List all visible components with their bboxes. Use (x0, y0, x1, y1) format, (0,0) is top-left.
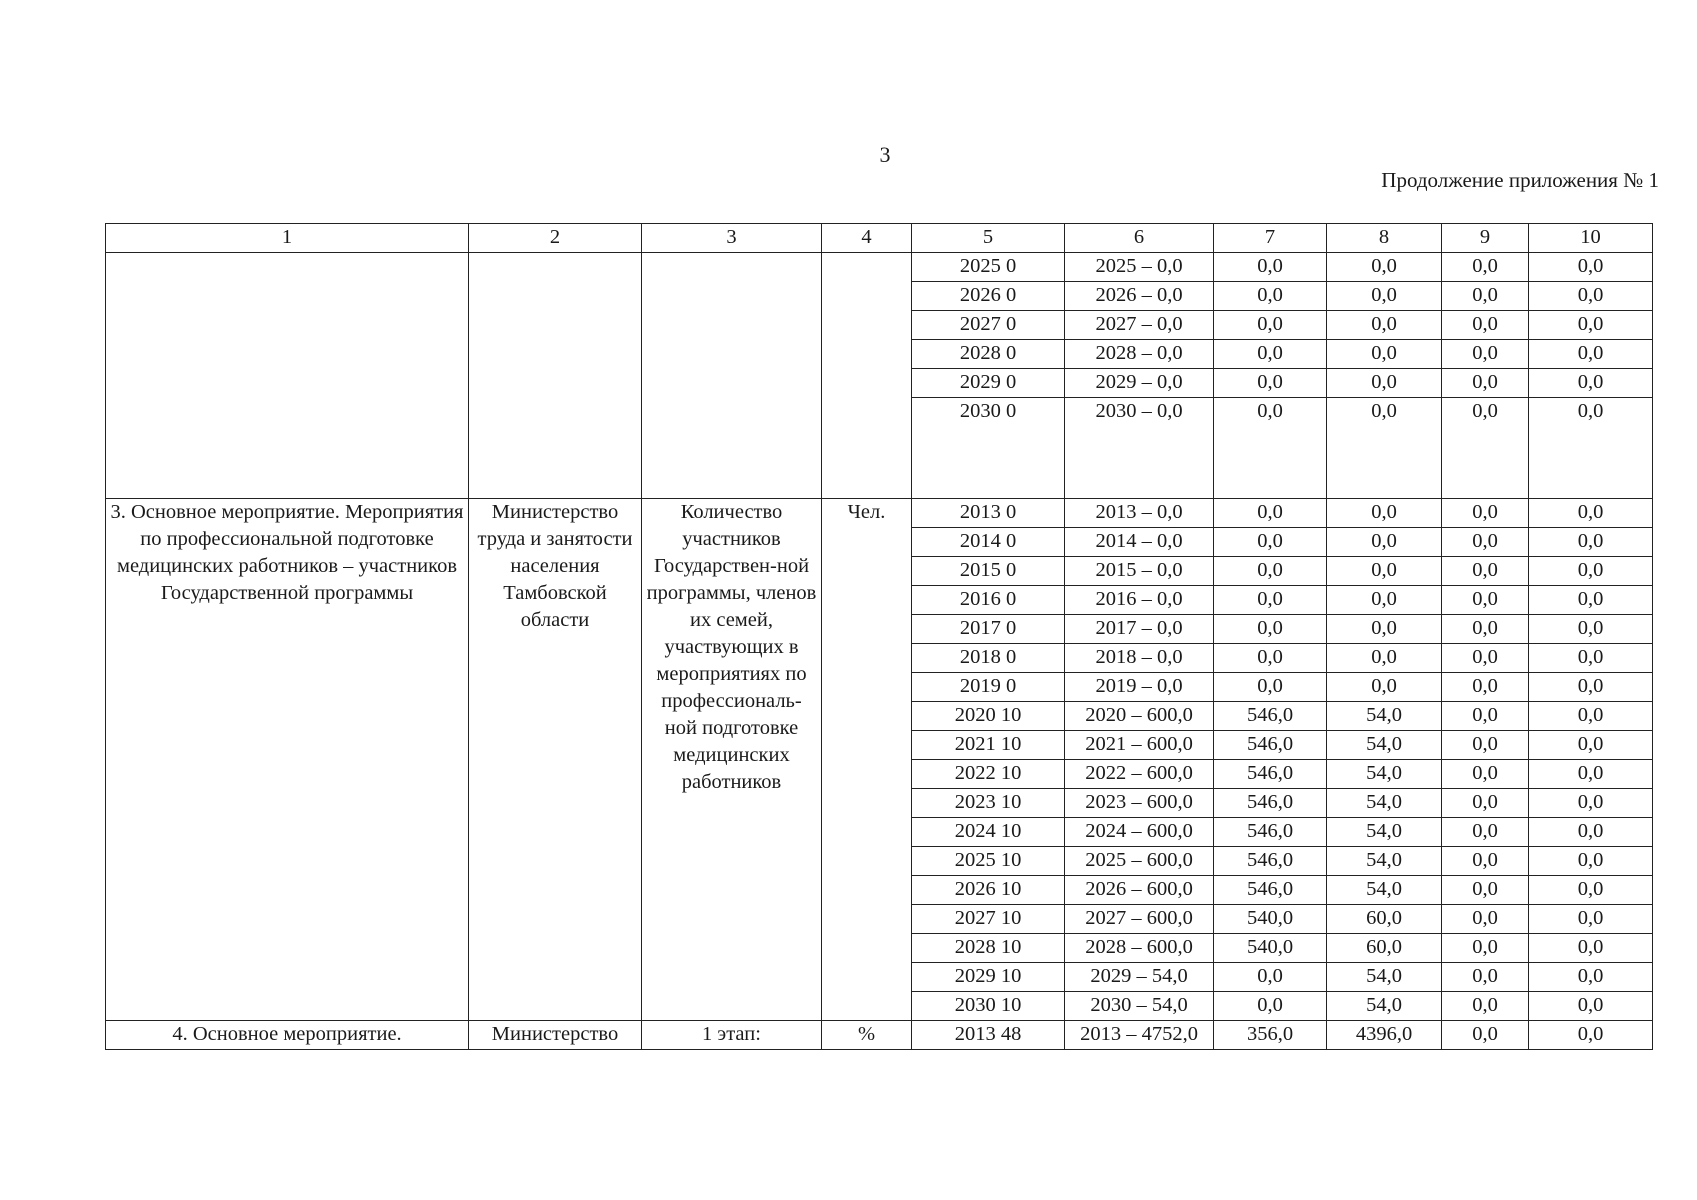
year-value-cell: 2013 0 (912, 499, 1065, 528)
value-cell: 54,0 (1327, 818, 1442, 847)
table-row (106, 1021, 1653, 1050)
year-value-cell: 2015 0 (912, 557, 1065, 586)
appendix-table (105, 223, 1653, 1050)
value-cell: 0,0 (1529, 557, 1653, 586)
value-cell: 54,0 (1327, 847, 1442, 876)
value-cell: 0,0 (1442, 992, 1529, 1021)
value-cell: 0,0 (1327, 586, 1442, 615)
value-cell: 54,0 (1327, 731, 1442, 760)
year-value-cell: 2021 10 (912, 731, 1065, 760)
value-cell: 54,0 (1327, 876, 1442, 905)
year-total-cell: 2027 – 600,0 (1065, 905, 1214, 934)
value-cell: 546,0 (1214, 847, 1327, 876)
year-value-cell: 2018 0 (912, 644, 1065, 673)
value-cell: 54,0 (1327, 992, 1442, 1021)
activity3-unit: Чел. (822, 499, 912, 1021)
value-cell: 0,0 (1327, 557, 1442, 586)
value-cell: 0,0 (1327, 340, 1442, 369)
value-cell: 54,0 (1327, 789, 1442, 818)
value-cell: 0,0 (1442, 253, 1529, 282)
year-total-cell: 2021 – 600,0 (1065, 731, 1214, 760)
value-cell: 0,0 (1327, 615, 1442, 644)
value-cell: 0,0 (1442, 731, 1529, 760)
value-cell: 0,0 (1529, 499, 1653, 528)
header-col-8: 8 (1327, 224, 1442, 253)
value-cell: 546,0 (1214, 702, 1327, 731)
value-cell: 0,0 (1442, 557, 1529, 586)
value-cell: 0,0 (1529, 615, 1653, 644)
value-cell: 0,0 (1214, 499, 1327, 528)
year-value-cell: 2025 0 (912, 253, 1065, 282)
activity3-indicator: Количество участников Государствен-ной программы, членов их семей, участвующих в мероприятиях по профессиональ-ной подготовке медицинских работников (642, 499, 822, 1021)
value-cell: 54,0 (1327, 702, 1442, 731)
year-value-cell: 2030 10 (912, 992, 1065, 1021)
value-cell: 0,0 (1214, 340, 1327, 369)
value-cell: 0,0 (1442, 340, 1529, 369)
header-col-10: 10 (1529, 224, 1653, 253)
year-value-cell: 2028 10 (912, 934, 1065, 963)
value-cell: 0,0 (1529, 282, 1653, 311)
value-cell: 0,0 (1327, 528, 1442, 557)
continuation-label: Продолжение приложения № 1 (1381, 168, 1659, 192)
year-value-cell: 2020 10 (912, 702, 1065, 731)
header-col-6: 6 (1065, 224, 1214, 253)
value-cell: 0,0 (1529, 847, 1653, 876)
year-value-cell: 2027 0 (912, 311, 1065, 340)
value-cell: 0,0 (1327, 673, 1442, 702)
year-value-cell: 2026 0 (912, 282, 1065, 311)
value-cell: 0,0 (1442, 760, 1529, 789)
year-total-cell: 2029 – 54,0 (1065, 963, 1214, 992)
activity4-unit: % (822, 1021, 912, 1050)
value-cell: 0,0 (1214, 369, 1327, 398)
year-value-cell: 2029 10 (912, 963, 1065, 992)
value-cell: 546,0 (1214, 789, 1327, 818)
activity4-title: 4. Основное мероприятие. (106, 1021, 469, 1050)
year-value-cell: 2028 0 (912, 340, 1065, 369)
value-cell: 546,0 (1214, 818, 1327, 847)
year-value-cell: 2013 48 (912, 1021, 1065, 1050)
activity4-executor: Министерство (469, 1021, 642, 1050)
header-row (106, 224, 1653, 253)
year-total-cell: 2027 – 0,0 (1065, 311, 1214, 340)
year-total-cell: 2023 – 600,0 (1065, 789, 1214, 818)
value-cell: 0,0 (1529, 760, 1653, 789)
value-cell: 0,0 (1529, 369, 1653, 398)
value-cell: 546,0 (1214, 876, 1327, 905)
value-cell: 0,0 (1327, 644, 1442, 673)
value-cell: 0,0 (1442, 1021, 1529, 1050)
value-cell: 60,0 (1327, 905, 1442, 934)
value-cell: 0,0 (1529, 673, 1653, 702)
value-cell: 0,0 (1442, 369, 1529, 398)
value-cell: 0,0 (1214, 586, 1327, 615)
value-cell: 0,0 (1442, 963, 1529, 992)
value-cell: 0,0 (1442, 847, 1529, 876)
year-total-cell: 2026 – 0,0 (1065, 282, 1214, 311)
header-col-3: 3 (642, 224, 822, 253)
activity3-title: 3. Основное мероприятие. Мероприятия по профессиональной подготовке медицинских работников – участников Государственной программы (106, 499, 469, 1021)
year-value-cell: 2030 0 (912, 398, 1065, 499)
year-total-cell: 2026 – 600,0 (1065, 876, 1214, 905)
year-total-cell: 2018 – 0,0 (1065, 644, 1214, 673)
value-cell: 0,0 (1529, 876, 1653, 905)
value-cell: 0,0 (1442, 499, 1529, 528)
header-col-7: 7 (1214, 224, 1327, 253)
value-cell: 0,0 (1214, 615, 1327, 644)
value-cell: 54,0 (1327, 963, 1442, 992)
year-value-cell: 2023 10 (912, 789, 1065, 818)
activity4-indicator: 1 этап: (642, 1021, 822, 1050)
value-cell: 0,0 (1442, 644, 1529, 673)
value-cell: 540,0 (1214, 905, 1327, 934)
value-cell: 0,0 (1442, 615, 1529, 644)
value-cell: 0,0 (1214, 253, 1327, 282)
value-cell: 60,0 (1327, 934, 1442, 963)
value-cell: 0,0 (1214, 644, 1327, 673)
year-total-cell: 2022 – 600,0 (1065, 760, 1214, 789)
value-cell: 0,0 (1529, 818, 1653, 847)
value-cell: 0,0 (1529, 934, 1653, 963)
year-value-cell: 2022 10 (912, 760, 1065, 789)
year-value-cell: 2024 10 (912, 818, 1065, 847)
year-total-cell: 2024 – 600,0 (1065, 818, 1214, 847)
value-cell: 0,0 (1327, 499, 1442, 528)
year-total-cell: 2013 – 4752,0 (1065, 1021, 1214, 1050)
value-cell: 540,0 (1214, 934, 1327, 963)
value-cell: 0,0 (1529, 311, 1653, 340)
year-total-cell: 2025 – 600,0 (1065, 847, 1214, 876)
value-cell: 0,0 (1442, 282, 1529, 311)
group1-activity-cell (106, 253, 469, 499)
year-total-cell: 2028 – 0,0 (1065, 340, 1214, 369)
value-cell: 0,0 (1442, 673, 1529, 702)
header-col-5: 5 (912, 224, 1065, 253)
value-cell: 0,0 (1442, 702, 1529, 731)
value-cell: 0,0 (1529, 789, 1653, 818)
value-cell: 546,0 (1214, 731, 1327, 760)
year-total-cell: 2020 – 600,0 (1065, 702, 1214, 731)
year-total-cell: 2028 – 600,0 (1065, 934, 1214, 963)
value-cell: 0,0 (1529, 253, 1653, 282)
value-cell: 0,0 (1529, 528, 1653, 557)
year-total-cell: 2016 – 0,0 (1065, 586, 1214, 615)
value-cell: 0,0 (1442, 934, 1529, 963)
value-cell: 0,0 (1214, 557, 1327, 586)
value-cell: 356,0 (1214, 1021, 1327, 1050)
year-value-cell: 2027 10 (912, 905, 1065, 934)
header-col-2: 2 (469, 224, 642, 253)
year-total-cell: 2019 – 0,0 (1065, 673, 1214, 702)
value-cell: 54,0 (1327, 760, 1442, 789)
year-total-cell: 2029 – 0,0 (1065, 369, 1214, 398)
year-value-cell: 2025 10 (912, 847, 1065, 876)
year-total-cell: 2030 – 54,0 (1065, 992, 1214, 1021)
header-col-9: 9 (1442, 224, 1529, 253)
value-cell: 0,0 (1442, 528, 1529, 557)
value-cell: 0,0 (1214, 963, 1327, 992)
value-cell: 0,0 (1327, 253, 1442, 282)
value-cell: 0,0 (1529, 644, 1653, 673)
group1-indicator-cell (642, 253, 822, 499)
value-cell: 0,0 (1327, 369, 1442, 398)
year-total-cell: 2030 – 0,0 (1065, 398, 1214, 499)
year-value-cell: 2029 0 (912, 369, 1065, 398)
year-total-cell: 2013 – 0,0 (1065, 499, 1214, 528)
page-number: 3 (879, 142, 891, 167)
group1-unit-cell (822, 253, 912, 499)
value-cell: 0,0 (1529, 905, 1653, 934)
table-row (106, 499, 1653, 528)
value-cell: 0,0 (1214, 282, 1327, 311)
value-cell: 0,0 (1214, 528, 1327, 557)
year-value-cell: 2016 0 (912, 586, 1065, 615)
year-value-cell: 2019 0 (912, 673, 1065, 702)
activity3-executor: Министерство труда и занятости населения Тамбовской области (469, 499, 642, 1021)
value-cell: 0,0 (1442, 398, 1529, 499)
value-cell: 0,0 (1214, 398, 1327, 499)
value-cell: 0,0 (1327, 311, 1442, 340)
value-cell: 0,0 (1214, 311, 1327, 340)
year-total-cell: 2017 – 0,0 (1065, 615, 1214, 644)
year-value-cell: 2026 10 (912, 876, 1065, 905)
value-cell: 0,0 (1442, 586, 1529, 615)
value-cell: 0,0 (1214, 673, 1327, 702)
value-cell: 0,0 (1529, 398, 1653, 499)
header-col-1: 1 (106, 224, 469, 253)
value-cell: 0,0 (1327, 398, 1442, 499)
value-cell: 0,0 (1529, 992, 1653, 1021)
value-cell: 0,0 (1214, 992, 1327, 1021)
header-col-4: 4 (822, 224, 912, 253)
value-cell: 0,0 (1442, 818, 1529, 847)
year-value-cell: 2014 0 (912, 528, 1065, 557)
year-total-cell: 2015 – 0,0 (1065, 557, 1214, 586)
year-total-cell: 2014 – 0,0 (1065, 528, 1214, 557)
value-cell: 4396,0 (1327, 1021, 1442, 1050)
value-cell: 0,0 (1442, 311, 1529, 340)
value-cell: 0,0 (1529, 963, 1653, 992)
value-cell: 0,0 (1442, 905, 1529, 934)
year-total-cell: 2025 – 0,0 (1065, 253, 1214, 282)
value-cell: 0,0 (1327, 282, 1442, 311)
value-cell: 0,0 (1529, 340, 1653, 369)
value-cell: 0,0 (1529, 731, 1653, 760)
value-cell: 0,0 (1529, 586, 1653, 615)
value-cell: 0,0 (1442, 789, 1529, 818)
year-value-cell: 2017 0 (912, 615, 1065, 644)
table-row (106, 253, 1653, 282)
value-cell: 0,0 (1529, 1021, 1653, 1050)
value-cell: 0,0 (1442, 876, 1529, 905)
value-cell: 0,0 (1529, 702, 1653, 731)
value-cell: 546,0 (1214, 760, 1327, 789)
group1-executor-cell (469, 253, 642, 499)
